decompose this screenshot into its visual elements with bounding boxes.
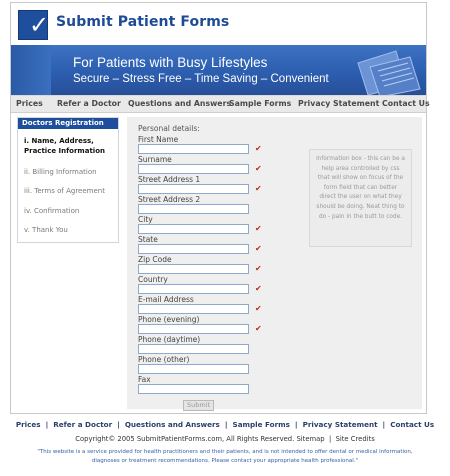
footer-nav-prices[interactable]: Prices — [15, 420, 41, 429]
footer-nav — [0, 420, 450, 429]
step-billing[interactable]: ii. Billing Information — [24, 168, 97, 176]
nav-questions-and-answers[interactable]: Questions and Answers — [128, 99, 232, 108]
footer-nav-privacy-statement[interactable]: Privacy Statement — [302, 420, 378, 429]
step-confirmation[interactable]: iv. Confirmation — [24, 207, 80, 215]
phone-other-label: Phone (other) — [138, 355, 190, 364]
city-input[interactable] — [138, 224, 249, 234]
state-input[interactable] — [138, 244, 249, 254]
footer-separator: | — [45, 420, 49, 429]
required-check-icon: ✔ — [255, 224, 262, 233]
required-check-icon: ✔ — [255, 144, 262, 153]
zip-code-input[interactable] — [138, 264, 249, 274]
country-input[interactable] — [138, 284, 249, 294]
footer-nav-questions-and-answers[interactable]: Questions and Answers — [124, 420, 220, 429]
step-terms[interactable]: iii. Terms of Agreement — [24, 187, 105, 195]
banner-subtitle: Secure – Stress Free – Time Saving – Convenient — [73, 73, 329, 85]
disclaimer-text: "This website is a service provided for health practitioners and their patients, and is not intended to offer dental or medical information, diagnoses or treatment recommendations. Please contact your appropriate health professional." — [37, 449, 413, 464]
footer-site-credits-link[interactable]: Site Credits — [335, 435, 375, 443]
nav-refer-a-doctor[interactable]: Refer a Doctor — [57, 99, 121, 108]
registration-steps-sidebar — [17, 117, 119, 243]
footer-separator: | — [294, 420, 298, 429]
phone-evening-label: Phone (evening) — [138, 315, 200, 324]
sidebar-title: Doctors Registration — [18, 118, 118, 129]
nav-contact-us[interactable]: Contact Us — [382, 99, 430, 108]
phone-other-input[interactable] — [138, 364, 249, 374]
required-check-icon: ✔ — [255, 164, 262, 173]
footer-separator: | — [382, 420, 386, 429]
street-address-2-input[interactable] — [138, 204, 249, 214]
logo-checkmark-icon[interactable]: ✓ — [18, 10, 48, 40]
logo-text[interactable]: Submit Patient Forms — [56, 14, 230, 30]
fax-input[interactable] — [138, 384, 249, 394]
email-label: E-mail Address — [138, 295, 194, 304]
footer-sitemap-link[interactable]: Sitemap — [296, 435, 325, 443]
banner-left-stripe — [11, 45, 51, 95]
country-label: Country — [138, 275, 168, 284]
first-name-input[interactable] — [138, 144, 249, 154]
footer-separator: | — [328, 435, 332, 443]
fax-label: Fax — [138, 375, 151, 384]
first-name-label: First Name — [138, 135, 179, 144]
phone-daytime-label: Phone (daytime) — [138, 335, 201, 344]
street-address-1-input[interactable] — [138, 184, 249, 194]
footer-nav-refer-a-doctor[interactable]: Refer a Doctor — [53, 420, 113, 429]
email-input[interactable] — [138, 304, 249, 314]
surname-input[interactable] — [138, 164, 249, 174]
street-address-1-label: Street Address 1 — [138, 175, 201, 184]
form-legend: Personal details: — [138, 124, 200, 133]
banner-title: For Patients with Busy Lifestyles — [73, 55, 268, 70]
copyright-text: Copyright© 2005 SubmitPatientForms.com, All Rights Reserved. — [75, 435, 295, 443]
submit-button[interactable]: Submit — [183, 400, 214, 411]
required-check-icon: ✔ — [255, 304, 262, 313]
nav-prices[interactable]: Prices — [16, 99, 43, 108]
city-label: City — [138, 215, 153, 224]
required-check-icon: ✔ — [255, 184, 262, 193]
copyright-line — [0, 435, 450, 443]
personal-details-form — [127, 117, 422, 409]
street-address-2-label: Street Address 2 — [138, 195, 201, 204]
required-check-icon: ✔ — [255, 264, 262, 273]
nav-sample-forms[interactable]: Sample Forms — [229, 99, 292, 108]
forms-illustration-icon — [336, 45, 426, 95]
footer-nav-sample-forms[interactable]: Sample Forms — [232, 420, 290, 429]
top-nav — [11, 95, 430, 113]
required-check-icon: ✔ — [255, 284, 262, 293]
state-label: State — [138, 235, 158, 244]
footer-separator: | — [224, 420, 228, 429]
header-banner — [11, 45, 426, 95]
zip-code-label: Zip Code — [138, 255, 172, 264]
step-thank-you[interactable]: v. Thank You — [24, 226, 68, 234]
footer-nav-contact-us[interactable]: Contact Us — [390, 420, 435, 429]
step-name-address[interactable]: i. Name, Address, Practice Information — [24, 137, 105, 155]
logo-bar — [11, 3, 426, 45]
page-frame — [10, 2, 430, 414]
footer-separator: | — [117, 420, 120, 429]
phone-evening-input[interactable] — [138, 324, 249, 334]
help-info-box: information box - this can be a help area controlled by css that will show on focus of the form field that can better direct the user on what they should be doing. Neat thing to do - pain in the butt to code. — [309, 149, 412, 247]
surname-label: Surname — [138, 155, 172, 164]
required-check-icon: ✔ — [255, 324, 262, 333]
nav-privacy-statement[interactable]: Privacy Statement — [298, 99, 380, 108]
phone-daytime-input[interactable] — [138, 344, 249, 354]
required-check-icon: ✔ — [255, 244, 262, 253]
